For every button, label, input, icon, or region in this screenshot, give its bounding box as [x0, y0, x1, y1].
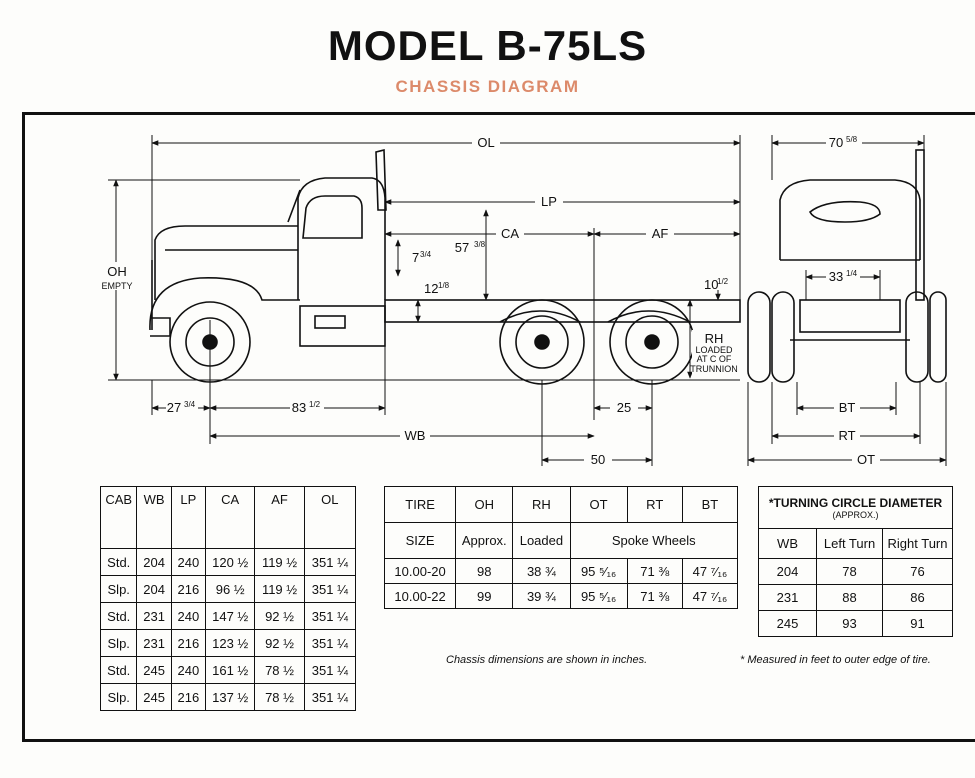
label-rh: RH [704, 331, 724, 346]
table-cell: 47 ⁷⁄₁₆ [682, 559, 737, 584]
label-rt: RT [838, 428, 856, 443]
table-cell: 245 [759, 611, 817, 637]
label-ca: CA [500, 226, 520, 241]
table-header: LP [171, 487, 205, 549]
table-row [101, 657, 356, 684]
label-70: 70 [828, 135, 844, 150]
table-header: Approx. [456, 523, 513, 559]
turning-circle-title: *TURNING CIRCLE DIAMETER [768, 495, 943, 510]
dimensions-table [100, 486, 356, 711]
turning-circle-subtitle: (APPROX.) [832, 509, 879, 520]
table-cell: 78 [817, 559, 883, 585]
table-subheader-row [385, 523, 738, 559]
table-cell: 216 [171, 630, 205, 657]
table-cell: 351 ¼ [304, 684, 355, 711]
label-12-frac: 1/8 [438, 281, 450, 290]
front-view-truck [748, 150, 946, 382]
label-57-frac: 3/8 [474, 240, 486, 249]
table-header-row [101, 487, 356, 549]
label-lp: LP [541, 194, 557, 209]
table-cell: 123 ½ [206, 630, 255, 657]
table-header: AF [255, 487, 304, 549]
table-cell: 76 [883, 559, 953, 585]
page-title: MODEL B-75LS [327, 22, 648, 69]
label-83-frac: 1/2 [309, 400, 321, 409]
label-27: 27 [166, 400, 182, 415]
table-cell: 88 [817, 585, 883, 611]
table-header: TIRE [385, 487, 456, 523]
table-row [385, 584, 738, 609]
table-header-row [385, 487, 738, 523]
table-cell: 245 [137, 684, 171, 711]
table-header: SIZE [385, 523, 456, 559]
table-cell: 351 ¼ [304, 657, 355, 684]
table-header: OH [456, 487, 513, 523]
table-cell: 10.00-20 [385, 559, 456, 584]
table-header: OL [304, 487, 355, 549]
table-header: RH [513, 487, 570, 523]
table-cell: 231 [137, 630, 171, 657]
table-header: Spoke Wheels [570, 523, 738, 559]
label-83: 83 [291, 400, 307, 415]
table-header: WB [759, 529, 817, 559]
label-wb: WB [404, 428, 426, 443]
turning-note: * Measured in feet to outer edge of tire. [740, 654, 931, 666]
label-57: 57 [454, 240, 470, 255]
table-header: CAB [101, 487, 137, 549]
table-header: RT [627, 487, 682, 523]
label-10: 10 [704, 277, 719, 292]
label-af: AF [651, 226, 669, 241]
table-cell: 120 ½ [206, 549, 255, 576]
table-cell: 99 [456, 584, 513, 609]
label-27-frac: 3/4 [184, 400, 196, 409]
table-header: Right Turn [883, 529, 953, 559]
table-cell: 240 [171, 549, 205, 576]
rear-wheel-1 [500, 300, 584, 384]
table-cell: Slp. [101, 576, 137, 603]
table-cell: Std. [101, 549, 137, 576]
table-cell: 95 ⁵⁄₁₆ [570, 559, 627, 584]
table-cell: 39 ¾ [513, 584, 570, 609]
table-cell: 71 ⅜ [627, 584, 682, 609]
table-cell: 204 [137, 576, 171, 603]
table-cell: 47 ⁷⁄₁₆ [682, 584, 737, 609]
table-cell: 92 ½ [255, 630, 304, 657]
table-cell: 92 ½ [255, 603, 304, 630]
rear-wheel-2 [610, 300, 694, 384]
table-row [101, 603, 356, 630]
table-cell: 96 ½ [206, 576, 255, 603]
label-7: 7 [412, 250, 420, 265]
table-cell: 78 ½ [255, 684, 304, 711]
table-cell: 119 ½ [255, 549, 304, 576]
label-10-frac: 1/2 [717, 277, 729, 286]
table-row [101, 684, 356, 711]
table-cell: 216 [171, 684, 205, 711]
chassis-note: Chassis dimensions are shown in inches. [446, 654, 648, 666]
table-cell: 86 [883, 585, 953, 611]
table-header: WB [137, 487, 171, 549]
label-oh-empty: EMPTY [101, 281, 133, 291]
label-7-frac: 3/4 [420, 250, 432, 259]
table-cell: 119 ½ [255, 576, 304, 603]
table-cell: 204 [137, 549, 171, 576]
table-cell: 351 ¼ [304, 603, 355, 630]
label-bt: BT [838, 400, 856, 415]
table-cell: 38 ¾ [513, 559, 570, 584]
table-cell: Slp. [101, 630, 137, 657]
table-cell: 91 [883, 611, 953, 637]
table-cell: 137 ½ [206, 684, 255, 711]
turning-circle-table [758, 486, 953, 637]
table-row [759, 611, 953, 637]
table-row [101, 576, 356, 603]
label-rh-loaded: LOADED [695, 345, 733, 355]
label-rh-at: AT C OF [696, 354, 732, 364]
table-row [101, 630, 356, 657]
table-row [759, 559, 953, 585]
table-cell: 78 ½ [255, 657, 304, 684]
table-cell: 231 [759, 585, 817, 611]
table-cell: 147 ½ [206, 603, 255, 630]
table-cell: 216 [171, 576, 205, 603]
table-header: CA [206, 487, 255, 549]
label-25: 25 [616, 400, 632, 415]
table-cell: Slp. [101, 684, 137, 711]
label-rh-trunnion: TRUNNION [690, 364, 738, 374]
label-50: 50 [590, 452, 606, 467]
table-cell: 98 [456, 559, 513, 584]
table-header: Loaded [513, 523, 570, 559]
table-cell: 204 [759, 559, 817, 585]
table-cell: 95 ⁵⁄₁₆ [570, 584, 627, 609]
label-33-frac: 1/4 [846, 269, 858, 278]
table-row [759, 585, 953, 611]
label-ot: OT [856, 452, 876, 467]
table-cell: 351 ¼ [304, 549, 355, 576]
table-cell: 245 [137, 657, 171, 684]
table-header: OT [570, 487, 627, 523]
table-cell: Std. [101, 657, 137, 684]
table-cell: 351 ¼ [304, 630, 355, 657]
table-cell: 93 [817, 611, 883, 637]
table-title-row [759, 487, 953, 529]
table-cell: 351 ¼ [304, 576, 355, 603]
table-header: Left Turn [817, 529, 883, 559]
table-header: BT [682, 487, 737, 523]
table-cell: 71 ⅜ [627, 559, 682, 584]
label-33: 33 [828, 269, 844, 284]
label-ol: OL [477, 135, 495, 150]
label-oh: OH [107, 264, 127, 279]
table-cell: 10.00-22 [385, 584, 456, 609]
table-cell: Std. [101, 603, 137, 630]
table-cell: 161 ½ [206, 657, 255, 684]
tire-table [384, 486, 738, 609]
table-cell: 231 [137, 603, 171, 630]
label-70-frac: 5/8 [846, 135, 858, 144]
table-cell: 240 [171, 603, 205, 630]
table-row [101, 549, 356, 576]
table-cell: 240 [171, 657, 205, 684]
label-12: 12 [424, 281, 439, 296]
table-header-row [759, 529, 953, 559]
table-row [385, 559, 738, 584]
page-subtitle: CHASSIS DIAGRAM [395, 77, 580, 96]
